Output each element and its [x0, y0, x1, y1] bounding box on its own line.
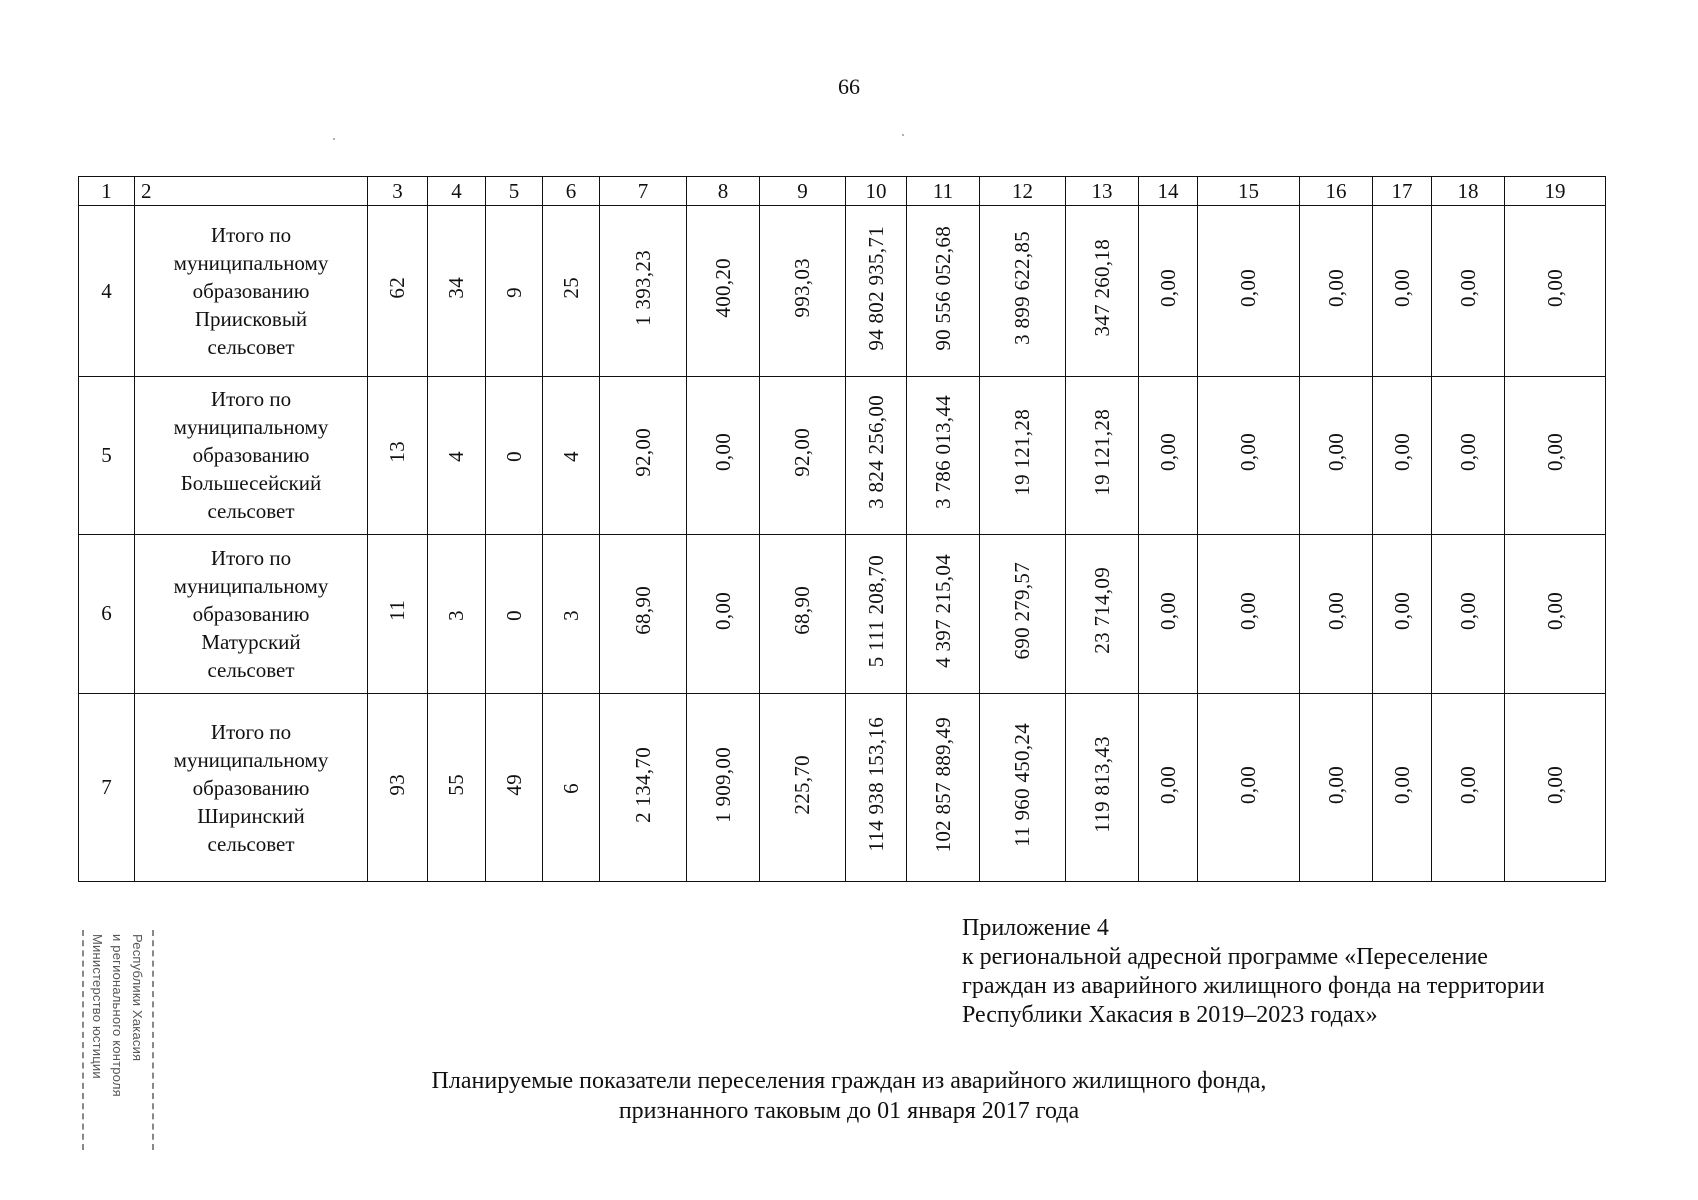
column-header: 14: [1139, 177, 1198, 206]
value-cell: [428, 376, 486, 534]
appendix-line: к региональной адресной программе «Переселение: [962, 944, 1488, 970]
value-cell: [600, 534, 687, 694]
municipality-name-line: Матурский: [201, 629, 301, 654]
value-cell: [980, 694, 1066, 882]
municipality-name-cell: [135, 376, 368, 534]
stamp-line: Республики Хакасия: [130, 934, 145, 1062]
value-text: 0,00: [1323, 269, 1348, 308]
municipality-name-line: образованию: [192, 601, 310, 626]
value-cell: [1505, 376, 1606, 534]
column-header: 17: [1373, 177, 1432, 206]
value-cell: [1432, 694, 1505, 882]
value-cell: [1066, 206, 1139, 377]
value-text: 225,70: [790, 754, 814, 815]
column-header: 19: [1505, 177, 1606, 206]
column-header: 18: [1432, 177, 1505, 206]
value-cell: [760, 534, 846, 694]
stamp-line: Министерство юстиции: [90, 934, 105, 1079]
value-cell: [1373, 694, 1432, 882]
value-text: 23 714,09: [1089, 567, 1114, 655]
value-cell: [1139, 694, 1198, 882]
column-header: 10: [846, 177, 907, 206]
value-text: 93: [385, 773, 409, 796]
stamp-line: и регионального контроля: [110, 934, 125, 1097]
value-text: 3: [558, 609, 583, 621]
column-header: 13: [1066, 177, 1139, 206]
row-number-cell: 4: [79, 206, 135, 377]
value-text: 90 556 052,68: [930, 225, 955, 351]
value-cell: [760, 694, 846, 882]
value-cell: [543, 376, 600, 534]
value-text: 3 824 256,00: [863, 395, 888, 510]
value-cell: [687, 694, 760, 882]
value-cell: [1505, 206, 1606, 377]
data-table: [78, 176, 1606, 882]
value-text: 0,00: [1542, 591, 1567, 630]
value-cell: [368, 694, 428, 882]
municipality-name-line: образованию: [192, 775, 310, 800]
value-cell: [486, 534, 543, 694]
value-cell: [760, 206, 846, 377]
value-text: 0,00: [1155, 269, 1180, 308]
municipality-name-line: Приисковый: [194, 307, 308, 332]
municipality-name-line: Ширинский: [197, 803, 305, 828]
value-cell: [600, 694, 687, 882]
table-row: [79, 534, 1606, 694]
value-cell: [846, 206, 907, 377]
value-cell: [980, 206, 1066, 377]
value-text: 0,00: [1455, 765, 1480, 804]
appendix-reference: [962, 914, 1545, 1030]
value-text: 3 899 622,85: [1010, 231, 1034, 346]
column-header: 8: [687, 177, 760, 206]
value-cell: [428, 206, 486, 377]
value-cell: [600, 376, 687, 534]
municipality-name-line: сельсовет: [207, 335, 295, 360]
value-text: 3 786 013,44: [930, 395, 955, 510]
value-cell: [687, 206, 760, 377]
value-cell: [600, 206, 687, 377]
value-cell: [1300, 206, 1373, 377]
page-number: 66: [838, 74, 860, 99]
value-text: 119 813,43: [1089, 736, 1114, 833]
value-text: 0,00: [1236, 269, 1260, 308]
value-cell: [980, 534, 1066, 694]
value-cell: [1505, 534, 1606, 694]
row-number-cell: 6: [79, 534, 135, 694]
value-cell: [1432, 534, 1505, 694]
value-cell: [1198, 694, 1300, 882]
value-cell: [980, 376, 1066, 534]
column-header: 6: [543, 177, 600, 206]
value-text: 19 121,28: [1089, 408, 1114, 496]
value-text: 0,00: [1323, 433, 1348, 472]
appendix-line: Республики Хакасия в 2019–2023 годах»: [962, 1002, 1378, 1028]
value-cell: [1066, 694, 1139, 882]
value-text: 0,00: [710, 591, 735, 630]
value-cell: [907, 376, 980, 534]
value-cell: [1505, 694, 1606, 882]
value-cell: [543, 206, 600, 377]
value-text: 92,00: [790, 427, 814, 477]
value-cell: [1198, 534, 1300, 694]
municipality-name-cell: [135, 694, 368, 882]
value-text: 0,00: [710, 433, 735, 472]
municipality-name-line: Большесейский: [180, 471, 322, 496]
value-text: 9: [501, 286, 526, 298]
value-cell: [1300, 376, 1373, 534]
value-text: 2 134,70: [630, 746, 655, 823]
value-text: 4: [558, 450, 583, 462]
value-text: 0,00: [1155, 433, 1180, 472]
scan-speck: [333, 138, 335, 140]
municipality-name-line: муниципальному: [173, 415, 329, 440]
value-text: 4 397 215,04: [930, 553, 955, 668]
value-text: 68,90: [630, 586, 655, 636]
value-cell: [368, 534, 428, 694]
municipality-name-line: муниципальному: [173, 573, 329, 598]
value-text: 0: [501, 609, 526, 621]
column-header: 3: [368, 177, 428, 206]
value-text: 11 960 450,24: [1010, 722, 1034, 847]
value-text: 102 857 889,49: [930, 716, 955, 853]
municipality-name-line: сельсовет: [207, 499, 295, 524]
value-cell: [1373, 376, 1432, 534]
value-text: 62: [385, 277, 409, 299]
value-text: 993,03: [790, 258, 814, 318]
value-cell: [368, 206, 428, 377]
column-header: 5: [486, 177, 543, 206]
value-text: 0,00: [1155, 591, 1180, 630]
value-cell: [907, 534, 980, 694]
value-cell: [543, 694, 600, 882]
value-cell: [907, 694, 980, 882]
table-row: [79, 694, 1606, 882]
value-text: 94 802 935,71: [863, 225, 888, 351]
value-text: 92,00: [630, 427, 655, 477]
column-header: 1: [79, 177, 135, 206]
value-text: 68,90: [790, 586, 814, 636]
value-text: 0,00: [1389, 433, 1414, 472]
value-cell: [846, 534, 907, 694]
value-text: 4: [444, 450, 468, 462]
value-cell: [1139, 534, 1198, 694]
value-text: 3: [444, 609, 468, 621]
value-text: 690 279,57: [1010, 562, 1034, 660]
value-text: 400,20: [710, 258, 735, 318]
value-text: 0,00: [1236, 591, 1260, 630]
value-text: 0,00: [1323, 591, 1348, 630]
title-line: признанного таковым до 01 января 2017 года: [618, 1098, 1080, 1124]
value-text: 6: [558, 783, 583, 795]
column-header: 7: [600, 177, 687, 206]
column-header: 2: [135, 177, 368, 206]
document-title: [0, 1066, 1698, 1126]
value-text: 19 121,28: [1010, 408, 1034, 496]
value-cell: [1300, 534, 1373, 694]
value-cell: [543, 534, 600, 694]
value-cell: [1198, 206, 1300, 377]
value-cell: [486, 694, 543, 882]
title-line: Планируемые показатели переселения граждан из аварийного жилищного фонда,: [431, 1068, 1267, 1094]
value-cell: [428, 694, 486, 882]
value-text: 0,00: [1389, 591, 1414, 630]
municipality-name-line: образованию: [192, 443, 310, 468]
value-cell: [1432, 206, 1505, 377]
municipality-name-line: сельсовет: [207, 831, 295, 856]
municipality-name-line: муниципальному: [173, 251, 329, 276]
value-cell: [486, 206, 543, 377]
municipality-name-line: Итого по: [210, 387, 292, 412]
value-text: 55: [444, 773, 468, 796]
value-cell: [846, 694, 907, 882]
value-text: 0,00: [1455, 433, 1480, 472]
value-text: 1 909,00: [710, 746, 735, 823]
column-header: 12: [980, 177, 1066, 206]
column-header: 11: [907, 177, 980, 206]
table-row: [79, 376, 1606, 534]
value-cell: [846, 376, 907, 534]
municipality-name-cell: [135, 534, 368, 694]
value-text: 0,00: [1542, 433, 1567, 472]
appendix-line: граждан из аварийного жилищного фонда на территории: [962, 973, 1545, 999]
value-cell: [1432, 376, 1505, 534]
value-cell: [368, 376, 428, 534]
municipality-name-line: муниципальному: [173, 747, 329, 772]
value-cell: [1373, 206, 1432, 377]
value-text: 347 260,18: [1089, 239, 1114, 337]
value-text: 25: [558, 277, 583, 299]
scan-speck: [902, 134, 904, 136]
value-text: 49: [501, 773, 526, 796]
value-text: 34: [444, 277, 468, 299]
value-cell: [1139, 206, 1198, 377]
municipality-name-line: образованию: [192, 279, 310, 304]
value-cell: [486, 376, 543, 534]
value-text: 0,00: [1455, 269, 1480, 308]
value-text: 0,00: [1155, 765, 1180, 804]
column-header: 16: [1300, 177, 1373, 206]
value-text: 0,00: [1542, 765, 1567, 804]
column-header: 4: [428, 177, 486, 206]
value-text: 0,00: [1323, 765, 1348, 804]
value-text: 11: [385, 600, 409, 622]
value-text: 0: [501, 450, 526, 462]
value-text: 13: [385, 441, 409, 464]
value-cell: [1373, 534, 1432, 694]
municipality-name-cell: [135, 206, 368, 377]
value-cell: [1139, 376, 1198, 534]
municipality-name-line: Итого по: [210, 719, 292, 744]
value-cell: [1066, 534, 1139, 694]
value-text: 114 938 153,16: [863, 717, 888, 852]
value-text: 0,00: [1455, 591, 1480, 630]
municipality-name-line: Итого по: [210, 545, 292, 570]
value-text: 0,00: [1236, 433, 1260, 472]
value-cell: [1066, 376, 1139, 534]
value-cell: [687, 534, 760, 694]
table-row: [79, 206, 1606, 377]
value-text: 0,00: [1236, 765, 1260, 804]
value-text: 1 393,23: [630, 250, 655, 327]
column-header: 15: [1198, 177, 1300, 206]
value-text: 0,00: [1389, 765, 1414, 804]
value-cell: [760, 376, 846, 534]
value-cell: [428, 534, 486, 694]
row-number-cell: 5: [79, 376, 135, 534]
value-cell: [687, 376, 760, 534]
value-text: 5 111 208,70: [863, 554, 888, 667]
row-number-cell: 7: [79, 694, 135, 882]
value-cell: [907, 206, 980, 377]
table-header-row: [79, 177, 1606, 206]
value-text: 0,00: [1389, 269, 1414, 308]
appendix-line: Приложение 4: [962, 915, 1109, 941]
column-header: 9: [760, 177, 846, 206]
value-text: 0,00: [1542, 269, 1567, 308]
value-cell: [1300, 694, 1373, 882]
value-cell: [1198, 376, 1300, 534]
municipality-name-line: Итого по: [210, 223, 292, 248]
municipality-name-line: сельсовет: [207, 657, 295, 682]
